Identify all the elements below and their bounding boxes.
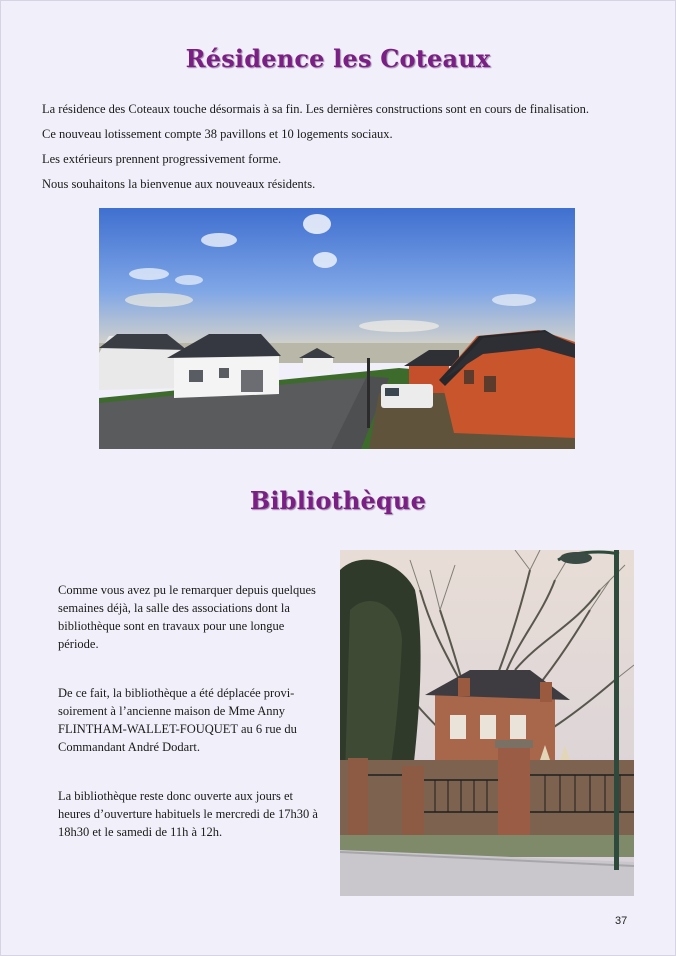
bibliotheque-title: Bibliothèque [249,486,427,515]
bibliotheque-paragraph: La bibliothèque reste donc ouverte aux jours et heures d’ouverture habituels le mercredi de 17h30 à 18h30 et le samedi de 11h à 12h. [58,789,318,839]
bibliotheque-paragraph: De ce fait, la bibliothèque a été déplacée provi-soirement à l’ancienne maison de Mme Anny FLINTHAM-WALLET-FOUQUET au 6 rue du Commandant André Dodart. [58,686,297,754]
bibliotheque-paragraph: Comme vous avez pu le remarquer depuis quelques semaines déjà, la salle des associations dont la bibliothèque sont en travaux pour une longue période. [58,583,316,651]
residence-paragraph: Nous souhaitons la bienvenue aux nouveaux résidents. [42,177,316,191]
residence-photo [99,208,575,449]
bibliotheque-photo [340,550,634,896]
residence-paragraph: La résidence des Coteaux touche désormais à sa fin. Les dernières constructions sont en cours de finalisation. [42,102,590,116]
residence-title: Résidence les Coteaux [185,44,491,73]
bibliotheque-text [58,581,323,872]
residence-paragraph: Ce nouveau lotissement compte 38 pavillons et 10 logements sociaux. [42,127,393,141]
residence-intro [42,97,642,197]
page-number: 37 [615,915,628,927]
residence-paragraph: Les extérieurs prennent progressivement forme. [42,152,282,166]
